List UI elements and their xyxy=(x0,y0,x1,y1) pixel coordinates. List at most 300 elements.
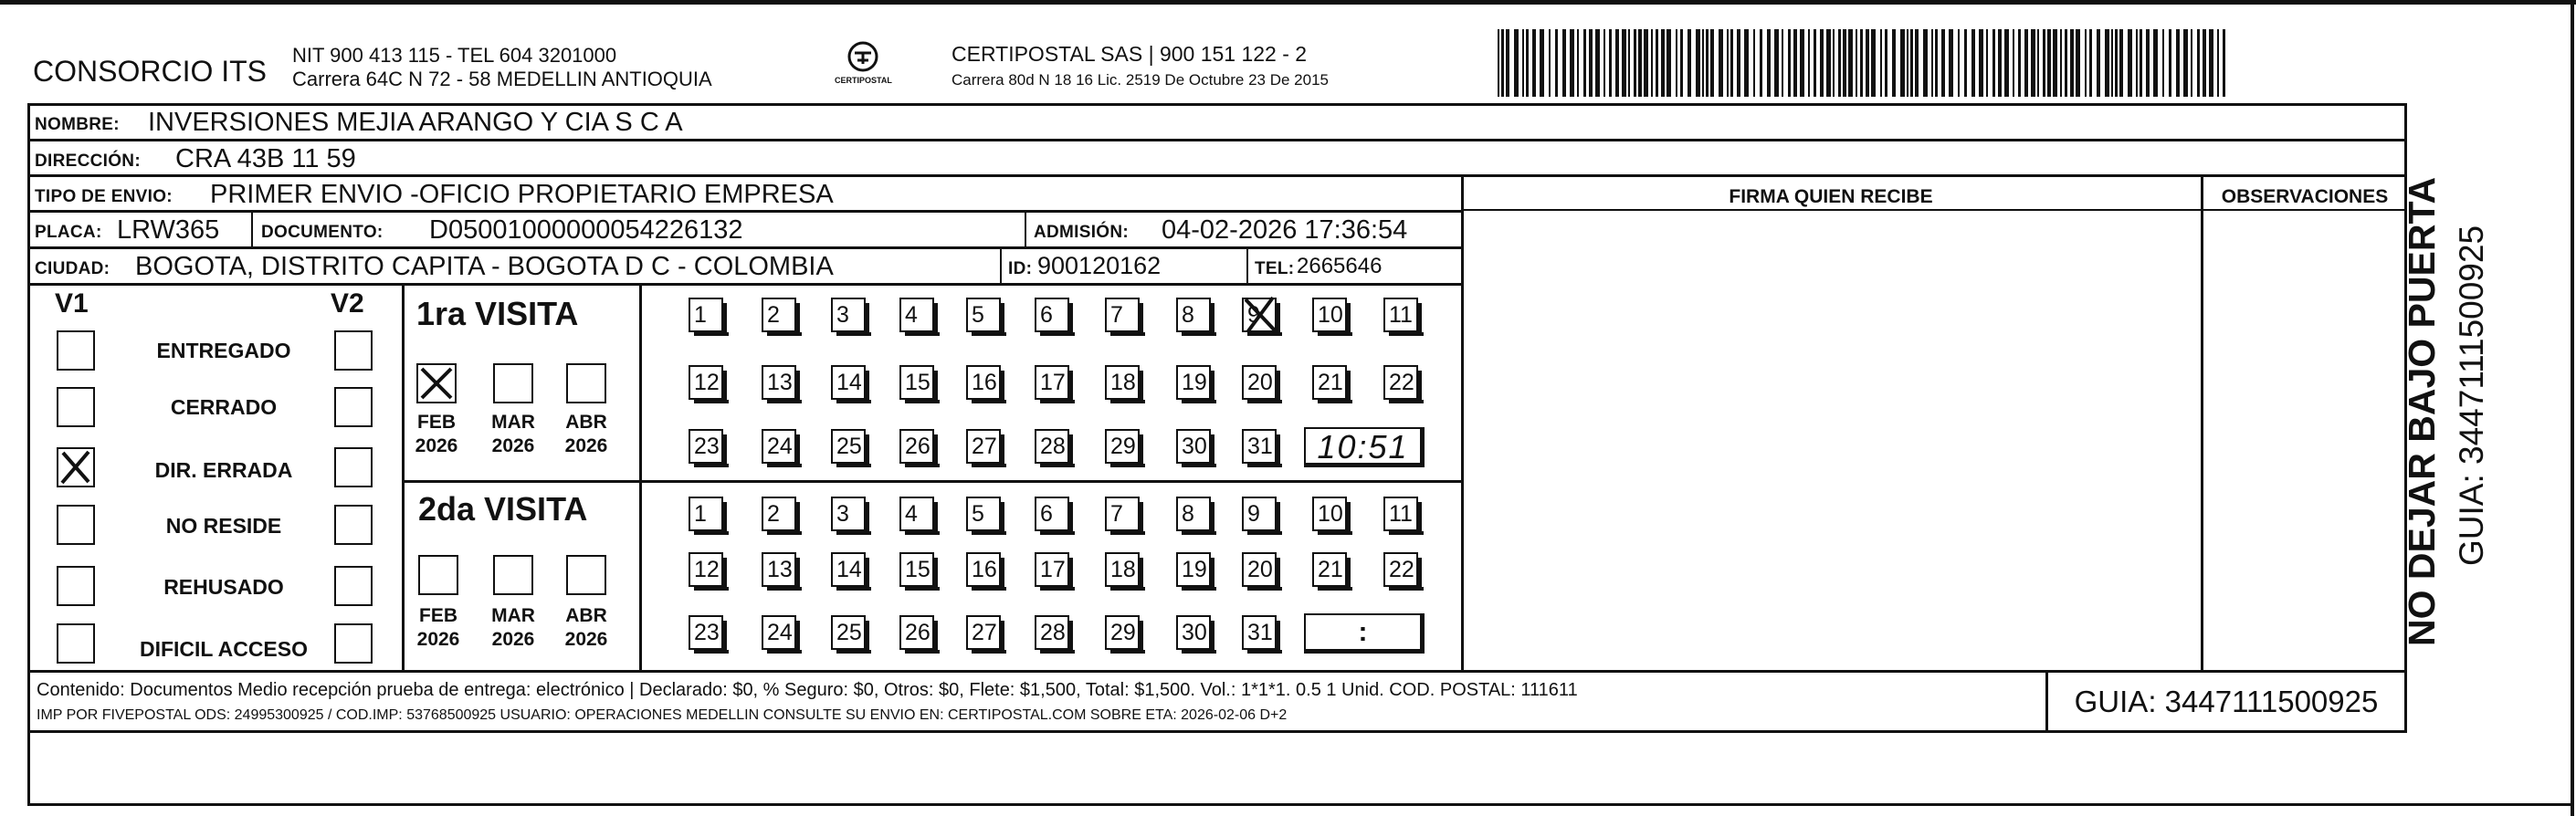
visit1-day-9[interactable] xyxy=(1242,298,1277,332)
barcode-bar xyxy=(1549,29,1551,97)
placa-label: PLACA: xyxy=(35,223,102,242)
visit2-day-13[interactable] xyxy=(762,552,796,587)
barcode-bar xyxy=(1595,29,1600,97)
visit1-day-29[interactable] xyxy=(1105,429,1140,464)
day-number: 16 xyxy=(972,370,997,395)
day-number: 8 xyxy=(1182,501,1194,527)
visit-divider-line xyxy=(402,480,1461,483)
visit1-day-15[interactable] xyxy=(899,365,934,400)
day-number: 17 xyxy=(1040,370,1066,395)
barcode-bar xyxy=(2169,29,2171,97)
barcode-bar xyxy=(2153,29,2158,97)
visit2-day-1[interactable] xyxy=(689,497,723,531)
v2-checkbox-entregado[interactable] xyxy=(334,330,373,371)
day-number: 28 xyxy=(1040,434,1066,459)
visit2-day-14[interactable] xyxy=(831,552,866,587)
day-number: 24 xyxy=(767,620,793,645)
day-number: 13 xyxy=(767,557,793,582)
barcode-bar xyxy=(2119,29,2123,97)
v2-checkbox-cerrado[interactable] xyxy=(334,387,373,427)
barcode-bar xyxy=(1540,29,1544,97)
barcode-bar xyxy=(2037,29,2039,97)
barcode-bar xyxy=(1676,29,1677,97)
barcode-bar xyxy=(2060,29,2062,97)
day-number: 12 xyxy=(694,557,720,582)
barcode-bar xyxy=(1661,29,1665,97)
barcode-bar xyxy=(1589,29,1593,97)
barcode-bar xyxy=(1702,29,1704,97)
placa-value: LRW365 xyxy=(117,215,220,245)
visit2-day-15[interactable] xyxy=(899,552,934,587)
day-number: 31 xyxy=(1247,434,1273,459)
admision-divider xyxy=(1025,210,1026,246)
visit1-month-mar-checkbox[interactable] xyxy=(493,363,533,403)
barcode-bar xyxy=(2047,29,2051,97)
visit1-day-12[interactable] xyxy=(689,365,723,400)
visit1-day-8[interactable] xyxy=(1176,298,1211,332)
visit1-month-abr-checkbox[interactable] xyxy=(566,363,606,403)
day-number: 20 xyxy=(1247,557,1273,582)
day-number: 1 xyxy=(694,501,707,527)
visit1-month-feb-checkbox[interactable] xyxy=(416,363,457,403)
status-dir-errada: DIR. ERRADA xyxy=(154,458,293,482)
barcode-bar xyxy=(1958,29,1960,97)
barcode-bar xyxy=(1843,29,1846,97)
day-number: 11 xyxy=(1389,501,1413,527)
visit1-day-18[interactable] xyxy=(1105,365,1140,400)
barcode-bar xyxy=(1833,29,1835,97)
barcode-bar xyxy=(1638,29,1642,97)
barcode-bar xyxy=(2076,29,2080,97)
visit2-day-31[interactable] xyxy=(1242,615,1277,650)
top-edge-line xyxy=(0,0,2576,5)
status-no-reside: NO RESIDE xyxy=(165,514,282,538)
firma-header: FIRMA QUIEN RECIBE xyxy=(1729,186,1933,207)
day-number: 21 xyxy=(1318,370,1343,395)
side-guia: GUIA: 3447111500925 xyxy=(2453,225,2490,566)
status-cerrado: CERRADO xyxy=(170,395,278,419)
barcode-bar xyxy=(1583,29,1586,97)
id-divider xyxy=(1000,246,1002,283)
day-number: 23 xyxy=(694,620,720,645)
barcode-bar xyxy=(1514,29,1519,97)
day-number: 1 xyxy=(694,302,707,328)
day-number: 8 xyxy=(1182,302,1194,328)
barcode-bar xyxy=(1522,29,1524,97)
tipo-envio-label: TIPO DE ENVIO: xyxy=(35,187,173,206)
admision-label: ADMISIÓN: xyxy=(1034,223,1130,242)
barcode-bar xyxy=(2209,29,2213,97)
day-number: 28 xyxy=(1040,620,1066,645)
documento-value: D05001000000054226132 xyxy=(429,215,743,245)
barcode-bar xyxy=(2031,29,2035,97)
page-left-line xyxy=(27,730,30,805)
row-line-3 xyxy=(27,210,1463,213)
footer-contenido: Contenido: Documentos Medio recepción prueba de entrega: electrónico | Declarado: $0, % Seguro: $0, Otros: $0, Flete: $1,500, Total: $1,500. Vol.: 1*1*1. 0.5 1 Unid. COD. POSTAL: 111611 xyxy=(37,680,1578,700)
day-number: 3 xyxy=(836,302,849,328)
v1-checkbox-entregado[interactable] xyxy=(57,330,95,371)
tel-value: 2665646 xyxy=(1297,254,1383,278)
barcode-bar xyxy=(2024,29,2028,97)
barcode-bar xyxy=(1506,29,1509,97)
day-number: 13 xyxy=(767,370,793,395)
page-bottom-line xyxy=(27,803,2571,806)
day-number: 9 xyxy=(1247,501,1260,527)
day-number: 30 xyxy=(1182,620,1207,645)
barcode-bar xyxy=(1727,29,1729,97)
barcode-bar xyxy=(2053,29,2057,97)
visit1-day-26[interactable] xyxy=(899,429,934,464)
visit1-day-20[interactable] xyxy=(1242,365,1277,400)
side-warning: NO DEJAR BAJO PUERTA xyxy=(2401,176,2443,646)
company-name: CONSORCIO ITS xyxy=(33,55,268,88)
tipo-envio-value: PRIMER ENVIO -OFICIO PROPIETARIO EMPRESA xyxy=(210,180,834,209)
day-number: 7 xyxy=(1110,501,1123,527)
barcode-bar xyxy=(1555,29,1558,97)
v1-checkbox-no-reside[interactable] xyxy=(57,505,95,545)
barcode-bar xyxy=(1826,29,1831,97)
day-number: 14 xyxy=(836,370,862,395)
visit1-day-7[interactable] xyxy=(1105,298,1140,332)
barcode-bar xyxy=(1774,29,1779,97)
barcode-bar xyxy=(1998,29,2002,97)
footer-top-line xyxy=(27,670,2407,673)
barcode-bar xyxy=(2018,29,2021,97)
barcode-bar xyxy=(1915,29,1919,97)
barcode-bar xyxy=(2140,29,2142,97)
visit1-day-19[interactable] xyxy=(1176,365,1211,400)
day-number: 25 xyxy=(836,434,862,459)
day-number: 27 xyxy=(972,620,997,645)
barcode-bar xyxy=(2191,29,2192,97)
barcode-bar xyxy=(1498,29,1499,97)
visit1-time: 10:51 xyxy=(1317,428,1409,466)
check-x-icon xyxy=(418,365,455,402)
visit1-day-27[interactable] xyxy=(966,429,1001,464)
visit2-day-25[interactable] xyxy=(831,615,866,650)
day-number: 26 xyxy=(905,620,931,645)
visit2-day-10[interactable] xyxy=(1312,497,1347,531)
visit1-day-25[interactable] xyxy=(831,429,866,464)
barcode-bar xyxy=(1688,29,1691,97)
day-number: 10 xyxy=(1318,501,1343,527)
day-number: 29 xyxy=(1110,620,1136,645)
visit1-day-14[interactable] xyxy=(831,365,866,400)
day-number: 30 xyxy=(1182,434,1207,459)
barcode-bar xyxy=(1923,29,1928,97)
day-number: 4 xyxy=(905,501,918,527)
visit1-day-11[interactable] xyxy=(1383,298,1418,332)
barcode-bar xyxy=(1971,29,1975,97)
v2-checkbox-rehusado[interactable] xyxy=(334,566,373,606)
day-number: 9 xyxy=(1247,302,1260,328)
visit2-day-3[interactable] xyxy=(831,497,866,531)
tel-divider xyxy=(1246,246,1248,283)
barcode-bar xyxy=(1866,29,1869,97)
visit1-day-4[interactable] xyxy=(899,298,934,332)
day-number: 6 xyxy=(1040,501,1053,527)
visit2-day-5[interactable] xyxy=(966,497,1001,531)
barcode-bar xyxy=(1532,29,1536,97)
barcode-bar xyxy=(1793,29,1797,97)
visit1-day-30[interactable] xyxy=(1176,429,1211,464)
barcode-bar xyxy=(2217,29,2219,97)
nombre-label: NOMBRE: xyxy=(35,115,120,134)
visit2-day-2[interactable] xyxy=(762,497,796,531)
day-number: 24 xyxy=(767,434,793,459)
barcode-bar xyxy=(2070,29,2074,97)
visit2-day-20[interactable] xyxy=(1242,552,1277,587)
day-number: 7 xyxy=(1110,302,1123,328)
barcode-bar xyxy=(1907,29,1908,97)
check-x-icon xyxy=(1242,296,1278,334)
visit1-title: 1ra VISITA xyxy=(416,295,579,332)
visit1-day-16[interactable] xyxy=(966,365,1001,400)
visit1-day-31[interactable] xyxy=(1242,429,1277,464)
barcode-bar xyxy=(1979,29,1983,97)
v2-checkbox-no-reside[interactable] xyxy=(334,505,373,545)
visit2-day-17[interactable] xyxy=(1035,552,1069,587)
v1-checkbox-rehusado[interactable] xyxy=(57,566,95,606)
visit2-day-28[interactable] xyxy=(1035,615,1069,650)
day-number: 18 xyxy=(1110,370,1136,395)
documento-label: DOCUMENTO: xyxy=(261,223,384,242)
barcode-bar xyxy=(2097,29,2100,97)
row-line-5 xyxy=(27,283,1463,286)
barcode-bar xyxy=(2223,29,2225,97)
visit1-day-13[interactable] xyxy=(762,365,796,400)
visit2-title: 2da VISITA xyxy=(418,490,588,528)
visit1-day-1[interactable] xyxy=(689,298,723,332)
barcode-bar xyxy=(2004,29,2009,97)
day-number: 19 xyxy=(1182,557,1207,582)
visit2-day-22[interactable] xyxy=(1383,552,1418,587)
logo-text: CERTIPOSTAL xyxy=(835,76,892,85)
observaciones-header: OBSERVACIONES xyxy=(2221,186,2389,207)
footer-imp: IMP POR FIVEPOSTAL ODS: 24995300925 / COD.IMP: 53768500925 USUARIO: OPERACIONES MEDELLIN CONSULTE SU ENVIO EN: CERTIPOSTAL.COM SOBRE ETA: 2026-02-06 D+2 xyxy=(37,707,1288,723)
barcode-bar xyxy=(1941,29,1945,97)
barcode-bar xyxy=(1885,29,1887,97)
barcode-bar xyxy=(1651,29,1653,97)
direccion-label: DIRECCIÓN: xyxy=(35,152,141,171)
barcode-bar xyxy=(1986,29,1988,97)
status-entregado: ENTREGADO xyxy=(156,339,291,362)
day-number: 21 xyxy=(1318,557,1343,582)
placa-divider xyxy=(251,210,253,246)
day-number: 31 xyxy=(1247,620,1273,645)
visit2-day-16[interactable] xyxy=(966,552,1001,587)
visit2-day-21[interactable] xyxy=(1312,552,1347,587)
barcode-bar xyxy=(2197,29,2200,97)
barcode-bar xyxy=(1860,29,1863,97)
visit1-day-22[interactable] xyxy=(1383,365,1418,400)
visit2-day-9[interactable] xyxy=(1242,497,1277,531)
v2-label: V2 xyxy=(331,288,364,319)
barcode-bar xyxy=(1706,29,1709,97)
admision-value: 04-02-2026 17:36:54 xyxy=(1162,215,1408,245)
barcode-bar xyxy=(1628,29,1630,97)
day-number: 19 xyxy=(1182,370,1207,395)
barcode-bar xyxy=(1710,29,1714,97)
day-number: 12 xyxy=(694,370,720,395)
visit2-day-18[interactable] xyxy=(1105,552,1140,587)
barcode-bar xyxy=(1949,29,1953,97)
visit2-day-29[interactable] xyxy=(1105,615,1140,650)
visit2-day-24[interactable] xyxy=(762,615,796,650)
v1-checkbox-dificil-acceso[interactable] xyxy=(57,623,95,664)
visit1-month-mar: MAR 2026 xyxy=(491,412,535,457)
barcode-bar xyxy=(1788,29,1791,97)
day-number: 6 xyxy=(1040,302,1053,328)
barcode-bar xyxy=(1609,29,1612,97)
v1-label: V1 xyxy=(55,288,89,319)
visit1-time-box[interactable] xyxy=(1304,427,1425,467)
visit1-day-23[interactable] xyxy=(689,429,723,464)
visit2-month-mar-checkbox[interactable] xyxy=(493,555,533,595)
day-number: 2 xyxy=(767,302,780,328)
visit2-month-abr: ABR 2026 xyxy=(564,605,608,651)
visit1-day-24[interactable] xyxy=(762,429,796,464)
day-number: 14 xyxy=(836,557,862,582)
barcode-bar xyxy=(1577,29,1579,97)
visit2-time-box[interactable] xyxy=(1304,613,1425,654)
check-x-icon xyxy=(58,449,93,486)
firma-field[interactable] xyxy=(1465,212,2200,670)
barcode-bar xyxy=(1570,29,1574,97)
barcode-bar xyxy=(1667,29,1671,97)
barcode-bar xyxy=(1696,29,1700,97)
barcode-bar xyxy=(1800,29,1804,97)
day-number: 5 xyxy=(972,302,984,328)
visit2-day-30[interactable] xyxy=(1176,615,1211,650)
barcode-bar xyxy=(1910,29,1913,97)
visit1-day-6[interactable] xyxy=(1035,298,1069,332)
barcode-bar xyxy=(1680,29,1683,97)
barcode-bar xyxy=(1838,29,1841,97)
day-number: 3 xyxy=(836,501,849,527)
barcode-icon xyxy=(1498,29,2228,97)
visit1-day-28[interactable] xyxy=(1035,429,1069,464)
visit2-day-8[interactable] xyxy=(1176,497,1211,531)
v2-checkbox-dificil-acceso[interactable] xyxy=(334,623,373,664)
form-bottom-line xyxy=(27,730,2407,733)
barcode-bar xyxy=(2176,29,2180,97)
barcode-bar xyxy=(1760,29,1762,97)
barcode-bar xyxy=(1856,29,1857,97)
day-number: 15 xyxy=(905,370,931,395)
barcode-bar xyxy=(1935,29,1938,97)
visit2-day-27[interactable] xyxy=(966,615,1001,650)
certipostal-logo xyxy=(831,37,895,97)
barcode-bar xyxy=(1744,29,1749,97)
day-number: 5 xyxy=(972,501,984,527)
day-number: 15 xyxy=(905,557,931,582)
visit2-day-4[interactable] xyxy=(899,497,934,531)
visit1-day-5[interactable] xyxy=(966,298,1001,332)
barcode-bar xyxy=(1656,29,1658,97)
observaciones-field[interactable] xyxy=(2204,212,2403,670)
visit2-day-11[interactable] xyxy=(1383,497,1418,531)
visit2-day-19[interactable] xyxy=(1176,552,1211,587)
visit1-month-feb: FEB 2026 xyxy=(415,412,458,457)
visit1-day-3[interactable] xyxy=(831,298,866,332)
day-number: 25 xyxy=(836,620,862,645)
visit1-day-17[interactable] xyxy=(1035,365,1069,400)
visit1-day-2[interactable] xyxy=(762,298,796,332)
day-number: 4 xyxy=(905,302,918,328)
barcode-bar xyxy=(1644,29,1648,97)
status-dificil-acceso: DIFICIL ACCESO xyxy=(139,637,308,661)
barcode-bar xyxy=(1603,29,1605,97)
visit2-day-6[interactable] xyxy=(1035,497,1069,531)
visit1-month-abr: ABR 2026 xyxy=(564,412,608,457)
barcode-bar xyxy=(1814,29,1816,97)
day-number: 16 xyxy=(972,557,997,582)
direccion-value: CRA 43B 11 59 xyxy=(175,144,356,173)
day-number: 26 xyxy=(905,434,931,459)
barcode-bar xyxy=(2146,29,2150,97)
barcode-bar xyxy=(1782,29,1783,97)
footer-guia: GUIA: 3447111500925 xyxy=(2074,685,2379,718)
visit2-day-12[interactable] xyxy=(689,552,723,587)
barcode-bar xyxy=(2043,29,2045,97)
day-number: 22 xyxy=(1389,370,1414,395)
barcode-bar xyxy=(1719,29,1723,97)
barcode-bar xyxy=(1892,29,1896,97)
barcode-bar xyxy=(1634,29,1636,97)
barcode-bar xyxy=(1737,29,1740,97)
barcode-bar xyxy=(2111,29,2113,97)
tel-label: TEL: xyxy=(1255,259,1295,278)
barcode-bar xyxy=(1615,29,1619,97)
barcode-bar xyxy=(2162,29,2164,97)
visit2-month-abr-checkbox[interactable] xyxy=(566,555,606,595)
barcode-bar xyxy=(1753,29,1755,97)
barcode-bar xyxy=(1501,29,1504,97)
visit1-day-21[interactable] xyxy=(1312,365,1347,400)
visit2-day-26[interactable] xyxy=(899,615,934,650)
obs-column-left xyxy=(2201,174,2203,672)
barcode-bar xyxy=(2089,29,2092,97)
barcode-bar xyxy=(2128,29,2132,97)
ciudad-label: CIUDAD: xyxy=(35,259,110,278)
v2-checkbox-dir-errada[interactable] xyxy=(334,447,373,487)
day-number: 22 xyxy=(1389,557,1414,582)
v1-checkbox-cerrado[interactable] xyxy=(57,387,95,427)
id-label: ID: xyxy=(1008,259,1033,278)
day-number: 10 xyxy=(1318,302,1343,328)
barcode-bar xyxy=(1848,29,1853,97)
visit2-day-7[interactable] xyxy=(1105,497,1140,531)
v1-checkbox-dir-errada[interactable] xyxy=(57,447,95,487)
barcode-bar xyxy=(1526,29,1529,97)
day-number: 27 xyxy=(972,434,997,459)
barcode-bar xyxy=(1622,29,1626,97)
barcode-bar xyxy=(2013,29,2014,97)
courier-line-1: CERTIPOSTAL SAS | 900 151 122 - 2 xyxy=(952,42,1308,66)
company-line-2: Carrera 64C N 72 - 58 MEDELLIN ANTIOQUIA xyxy=(292,68,712,90)
visit2-month-feb-checkbox[interactable] xyxy=(418,555,458,595)
visit2-day-23[interactable] xyxy=(689,615,723,650)
barcode-bar xyxy=(1964,29,1967,97)
barcode-bar xyxy=(1808,29,1810,97)
visit1-day-10[interactable] xyxy=(1312,298,1347,332)
day-number: 17 xyxy=(1040,557,1066,582)
day-number: 11 xyxy=(1389,302,1413,328)
barcode-bar xyxy=(2183,29,2188,97)
barcode-bar xyxy=(1820,29,1824,97)
day-number: 29 xyxy=(1110,434,1136,459)
